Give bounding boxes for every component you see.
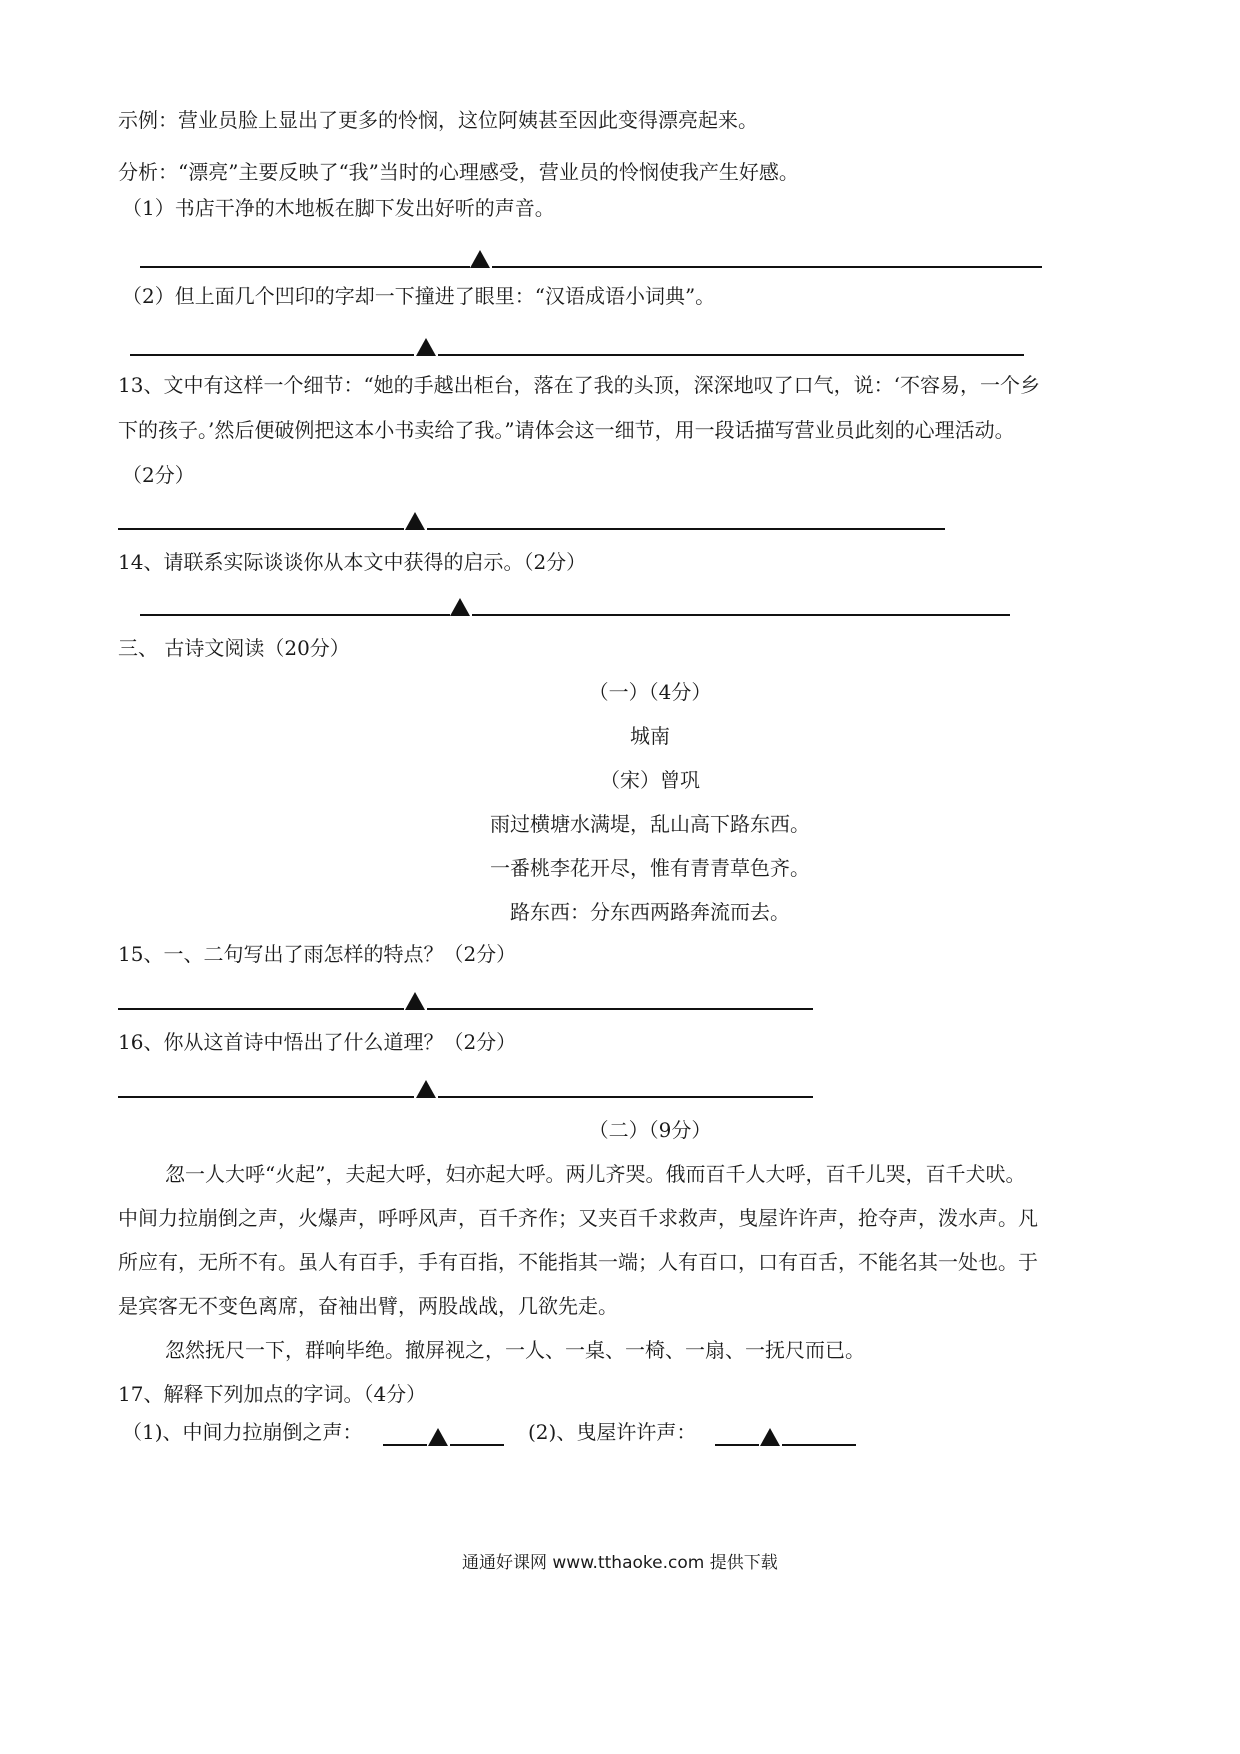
answer-line-left bbox=[118, 1096, 414, 1098]
answer-line-right bbox=[492, 266, 1042, 268]
example-analysis: 分析：“漂亮”主要反映了“我”当时的心理感受，营业员的怜悯使我产生好感。 bbox=[118, 160, 799, 184]
answer-line-left bbox=[118, 1008, 404, 1010]
answer-line-right bbox=[450, 1444, 504, 1446]
passage-line-1: 忽一人大呼“火起”，夫起大呼，妇亦起大呼。两儿齐哭。俄而百千人大呼，百千儿哭，百千犬吠。 bbox=[165, 1162, 1026, 1186]
answer-line-left bbox=[715, 1444, 759, 1446]
answer-line-left bbox=[383, 1444, 427, 1446]
passage-line-3: 所应有，无所不有。虽人有百手，手有百指，不能指其一端；人有百口，口有百舌，不能名其一处也。于 bbox=[118, 1250, 1038, 1274]
q12-item-1: （1）书店干净的木地板在脚下发出好听的声音。 bbox=[122, 196, 555, 220]
answer-line-right bbox=[438, 354, 1024, 356]
poem-author: （宋）曾巩 bbox=[600, 768, 700, 792]
triangle-marker-icon bbox=[470, 250, 490, 268]
passage-line-4: 是宾客无不变色离席，奋袖出臂，两股战战，几欲先走。 bbox=[118, 1294, 618, 1318]
passage-paragraph-2: 忽然抚尺一下，群响毕绝。撤屏视之，一人、一桌、一椅、一扇、一抚尺而已。 bbox=[165, 1338, 865, 1362]
q17-item-2: (2)、曳屋许许声： bbox=[528, 1420, 697, 1444]
q12-item-2: （2）但上面几个凹印的字却一下撞进了眼里：“汉语成语小词典”。 bbox=[122, 284, 716, 308]
poem-line-2: 一番桃李花开尽，惟有青青草色齐。 bbox=[490, 856, 810, 880]
triangle-marker-icon bbox=[416, 338, 436, 356]
poem-note: 路东西：分东西两路奔流而去。 bbox=[510, 900, 790, 924]
answer-line-left bbox=[140, 266, 470, 268]
example-sample: 示例：营业员脸上显出了更多的怜悯，这位阿姨甚至因此变得漂亮起来。 bbox=[118, 108, 758, 132]
triangle-marker-icon bbox=[405, 512, 425, 530]
passage-line-2: 中间力拉崩倒之声，火爆声，呼呼风声，百千齐作；又夹百千求救声，曳屋许许声，抢夺声，泼水声。凡 bbox=[118, 1206, 1038, 1230]
triangle-marker-icon bbox=[428, 1428, 448, 1446]
q13-line-3: （2分） bbox=[122, 463, 195, 487]
q13-line-2: 下的孩子。’然后便破例把这本小书卖给了我。”请体会这一细节，用一段话描写营业员此刻的心理活动。 bbox=[118, 418, 1015, 442]
answer-line-left bbox=[140, 614, 450, 616]
q15-text: 15、一、二句写出了雨怎样的特点？（2分） bbox=[118, 942, 517, 966]
triangle-marker-icon bbox=[405, 992, 425, 1010]
answer-line-right bbox=[472, 614, 1010, 616]
answer-line-left bbox=[130, 354, 414, 356]
part-2-title: （二）（9分） bbox=[588, 1118, 712, 1142]
q14-text: 14、请联系实际谈谈你从本文中获得的启示。（2分） bbox=[118, 550, 587, 574]
part-1-title: （一）（4分） bbox=[588, 680, 712, 704]
poem-line-1: 雨过横塘水满堤，乱山高下路东西。 bbox=[490, 812, 810, 836]
section-heading: 三、 古诗文阅读（20分） bbox=[118, 636, 350, 660]
answer-line-left bbox=[118, 528, 404, 530]
answer-line-right bbox=[782, 1444, 856, 1446]
triangle-marker-icon bbox=[450, 598, 470, 616]
q17-text: 17、解释下列加点的字词。（4分） bbox=[118, 1382, 427, 1406]
triangle-marker-icon bbox=[760, 1428, 780, 1446]
q17-item-1: （1)、中间力拉崩倒之声： bbox=[122, 1420, 363, 1444]
q13-line-1: 13、文中有这样一个细节：“她的手越出柜台，落在了我的头顶，深深地叹了口气，说：‘不容易，一个乡 bbox=[118, 373, 1041, 397]
triangle-marker-icon bbox=[416, 1080, 436, 1098]
answer-line-right bbox=[438, 1096, 813, 1098]
footer-text: 通通好课网 www.tthaoke.com 提供下载 bbox=[462, 1553, 778, 1573]
poem-title: 城南 bbox=[630, 724, 670, 748]
answer-line-right bbox=[427, 528, 945, 530]
answer-line-right bbox=[427, 1008, 813, 1010]
q16-text: 16、你从这首诗中悟出了什么道理？（2分） bbox=[118, 1030, 517, 1054]
